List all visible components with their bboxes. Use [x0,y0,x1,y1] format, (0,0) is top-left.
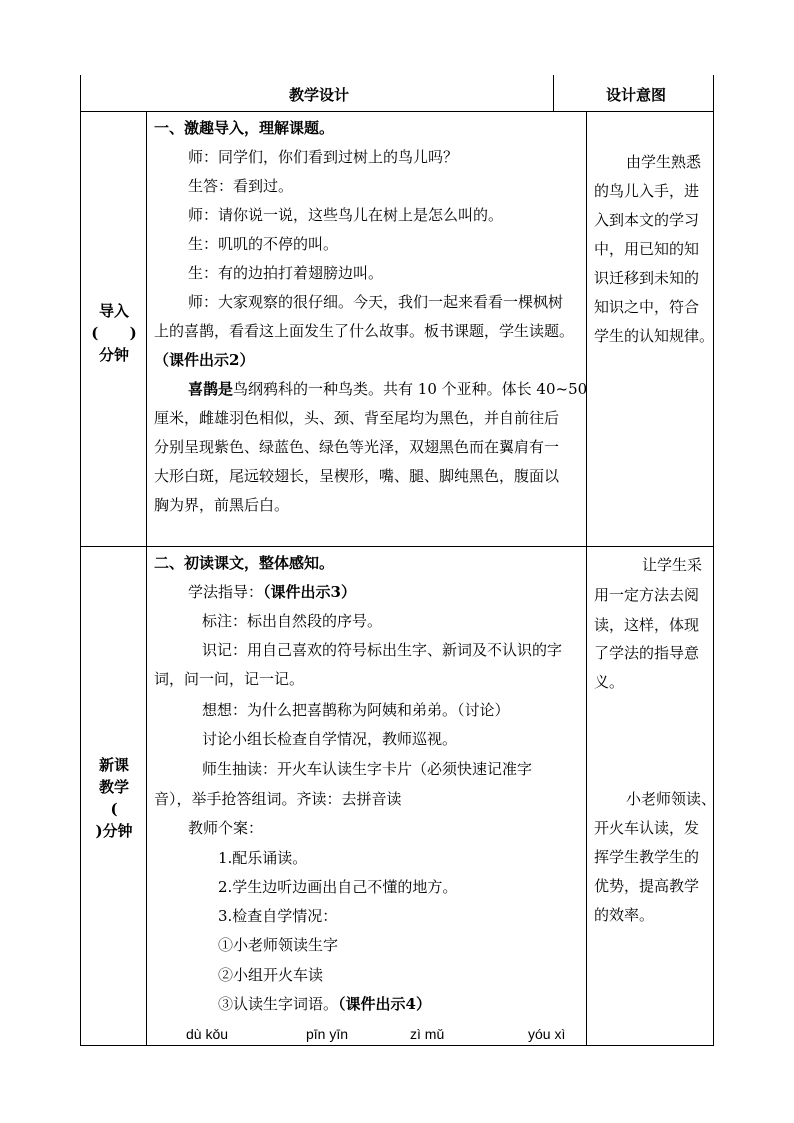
section1-line: 师：同学们，你们看到过树上的鸟儿吗？ [188,148,459,166]
section2-label-4: )分钟 [95,822,133,840]
intent2a-line: 了学法的指导意 [594,644,700,662]
section2-label-1: 新课 [98,756,129,774]
section1-line: 胸为界，前黑后白。 [154,496,290,514]
intent2a-line: 读，这样，体现 [594,616,700,634]
study-method [188,582,356,602]
table-bottom-border [80,1045,714,1046]
intent1-line: 中，用已知的知 [594,240,700,258]
pinyin-zimu: zì mǔ [410,1026,445,1042]
courseware-4: （课件出示4） [338,995,431,1013]
table-left-border [80,75,81,1046]
header-bottom-rule [80,111,714,112]
magpie-description-first [188,379,587,399]
section2-label-3: ( [110,800,118,818]
section2-line: 师生抽读：开火车认读生字卡片（必须快速记准字 [202,760,533,778]
header-divider [553,75,554,112]
intent2b-line: 开火车认读，发 [594,819,700,837]
intent1-line: 由学生熟悉 [626,153,702,171]
section2-line: 1.配乐诵读。 [218,849,308,867]
table-right-border [713,75,714,1046]
section2-line: 教师个案： [188,819,264,837]
label-column-rule [146,111,147,1046]
section2-line: 想想：为什么把喜鹊称为阿姨和弟弟。（讨论） [202,701,510,719]
section1-line: 分别呈现紫色、绿蓝色、绿色等光泽，双翅黑色而在翼肩有一 [154,438,560,456]
section2-heading: 二、初读课文，整体感知。 [154,554,335,572]
recognize-words-label: ③认读生字词语。 [218,995,339,1013]
section1-line: 师：大家观察的很仔细。今天，我们一起来看看一棵枫树 [188,293,564,311]
intent2b-line: 优势，提高教学 [594,877,700,895]
intent1-line: 知识之中，符合 [594,298,700,316]
section2-line: 3.检查自学情况： [218,907,338,925]
section1-line: 厘米，雌雄羽色相似，头、颈、背至尾均为黑色，并自前往后 [154,409,560,427]
study-method-label: 学法指导： [188,583,264,601]
pinyin-pinyin: pīn yīn [306,1026,349,1042]
section1-line: 大形白斑，尾远较翅长，呈楔形，嘴、腿、脚纯黑色，腹面以 [154,467,560,485]
intent2a-line: 用一定方法去阅 [594,586,700,604]
pinyin-youxi: yóu xì [528,1026,566,1042]
intent1-line: 识迁移到未知的 [594,269,700,287]
section1-label-1: 导入 [98,302,129,320]
recognize-words [218,994,431,1014]
section1-heading: 一、激趣导入，理解课题。 [154,119,335,137]
section1-line: 生：叽叽的不停的叫。 [188,235,339,253]
section2-line: 音），举手抢答组词。齐读：去拼音读 [154,790,402,808]
magpie-desc-line: 鸟纲鸦科的一种鸟类。共有 10 个亚种。体长 40~50 [233,380,588,398]
section2-line: ②小组开火车读 [218,966,324,984]
intent2b-line: 小老师领读、 [626,790,717,808]
section1-label-3: 分钟 [98,346,129,364]
intent2a-line: 义。 [594,673,625,691]
section2-label-2: 教学 [98,778,129,796]
intent1-line: 的鸟儿入手，进 [594,182,700,200]
section2-line: 词，问一问，记一记。 [154,670,305,688]
intent1-line: 学生的认知规律。 [594,327,715,345]
section2-line: 讨论小组长检查自学情况，教师巡视。 [202,730,458,748]
intent1-line: 入到本文的学习 [594,211,700,229]
pinyin-dukou: dù kǒu [186,1026,229,1042]
section-divider [80,546,714,547]
courseware-2: （课件出示2） [154,351,255,369]
section2-line: ①小老师领读生字 [218,936,339,954]
courseware-3: （课件出示3） [263,583,356,601]
intent2a-line: 让学生采 [642,556,703,574]
section1-line: 上的喜鹊，看看这上面发生了什么故事。板书课题，学生读题。 [154,322,575,340]
magpie-term: 喜鹊是 [188,380,234,398]
section1-line: 生答：看到过。 [188,177,294,195]
section1-line: 生：有的边拍打着翅膀边叫。 [188,264,384,282]
section1-label-2: ( ) [91,324,137,342]
intent-column-rule [586,111,587,1046]
intent2b-line: 的效率。 [594,906,655,924]
section2-line: 识记：用自己喜欢的符号标出生字、新词及不认识的字 [202,641,563,659]
intent2b-line: 挥学生教学生的 [594,848,700,866]
header-teaching-design: 教学设计 [289,86,350,104]
header-design-intent: 设计意图 [606,86,667,104]
section1-line: 师：请你说一说，这些鸟儿在树上是怎么叫的。 [188,206,504,224]
section2-line: 标注：标出自然段的序号。 [202,612,383,630]
section2-line: 2.学生边听边画出自己不懂的地方。 [218,878,458,896]
